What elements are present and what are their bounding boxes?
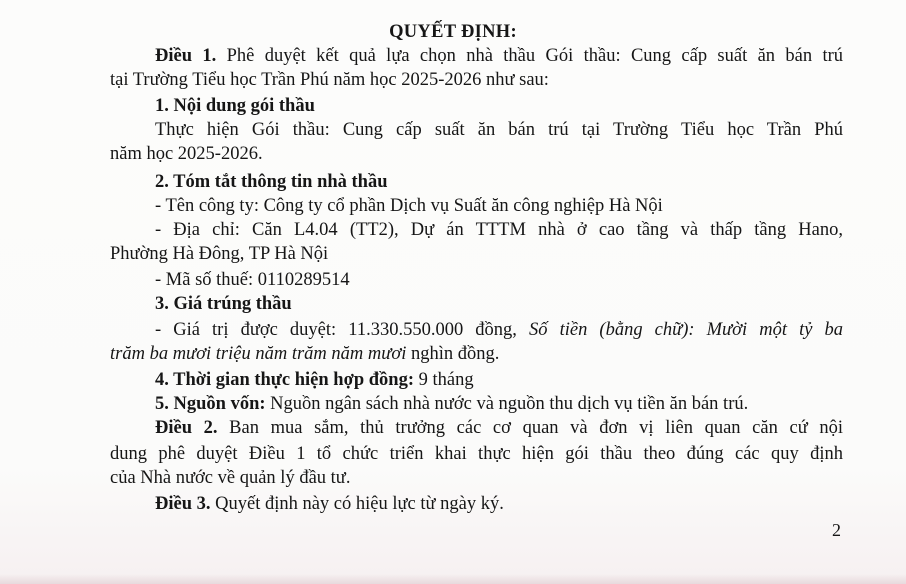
article-2-label: Điều 2. (155, 418, 218, 438)
page-number: 2 (832, 520, 841, 540)
contract-duration: 9 tháng (418, 370, 474, 390)
article-2-line-3: của Nhà nước về quản lý đầu tư. (110, 468, 351, 488)
section-2-heading: 2. Tóm tắt thông tin nhà thầu (155, 172, 388, 192)
article-1-line-2: tại Trường Tiểu học Trần Phú năm học 2025-2026 như sau: (110, 70, 549, 90)
article-3-label: Điều 3. (155, 494, 211, 514)
section-4-heading: 4. Thời gian thực hiện hợp đồng: (155, 370, 414, 390)
tax-code: - Mã số thuế: 0110289514 (155, 270, 350, 290)
funding-source: Nguồn ngân sách nhà nước và nguồn thu dịch vụ tiền ăn bán trú. (270, 394, 749, 414)
section-4-line (155, 368, 474, 392)
price-line-1 (155, 318, 843, 342)
section-1-line-1: Thực hiện Gói thầu: Cung cấp suất ăn bán trú tại Trường Tiểu học Trần Phú (155, 120, 843, 140)
article-2-line-2: dung phê duyệt Điều 1 tổ chức triển khai thực hiện gói thầu theo đúng các quy định (110, 444, 843, 464)
price-in-words-suffix: nghìn đồng. (411, 344, 500, 364)
section-3-heading: 3. Giá trúng thầu (155, 294, 292, 314)
price-line-2 (110, 342, 499, 366)
section-5-line (155, 392, 748, 416)
price-in-words-2: trăm ba mươi triệu năm trăm năm mươi (110, 344, 407, 364)
decision-title: QUYẾT ĐỊNH: (389, 22, 517, 42)
company-name: - Tên công ty: Công ty cổ phần Dịch vụ Suất ăn công nghiệp Hà Nội (155, 196, 663, 216)
article-2-text-1: Ban mua sắm, thủ trưởng các cơ quan và đơn vị liên quan căn cứ nội (229, 418, 843, 438)
address-line-1: - Địa chỉ: Căn L4.04 (TT2), Dự án TTTM nhà ở cao tầng và thấp tầng Hano, (155, 220, 843, 240)
section-1-line-2: năm học 2025-2026. (110, 144, 263, 164)
article-3-text: Quyết định này có hiệu lực từ ngày ký. (215, 494, 504, 514)
price-in-words-1: Số tiền (bằng chữ): Mười một tỷ ba (529, 320, 844, 340)
section-1-heading: 1. Nội dung gói thầu (155, 96, 315, 116)
scan-edge-shadow (0, 574, 906, 584)
article-1-label: Điều 1. (155, 46, 217, 66)
article-1-line-1 (155, 44, 843, 68)
article-3-line (155, 492, 504, 516)
section-5-heading: 5. Nguồn vốn: (155, 394, 266, 414)
article-2-line-1 (155, 416, 843, 440)
address-line-2: Phường Hà Đông, TP Hà Nội (110, 244, 329, 264)
price-value: - Giá trị được duyệt: 11.330.550.000 đồng, (155, 320, 517, 340)
article-1-text-1: Phê duyệt kết quả lựa chọn nhà thầu Gói thầu: Cung cấp suất ăn bán trú (226, 46, 844, 66)
